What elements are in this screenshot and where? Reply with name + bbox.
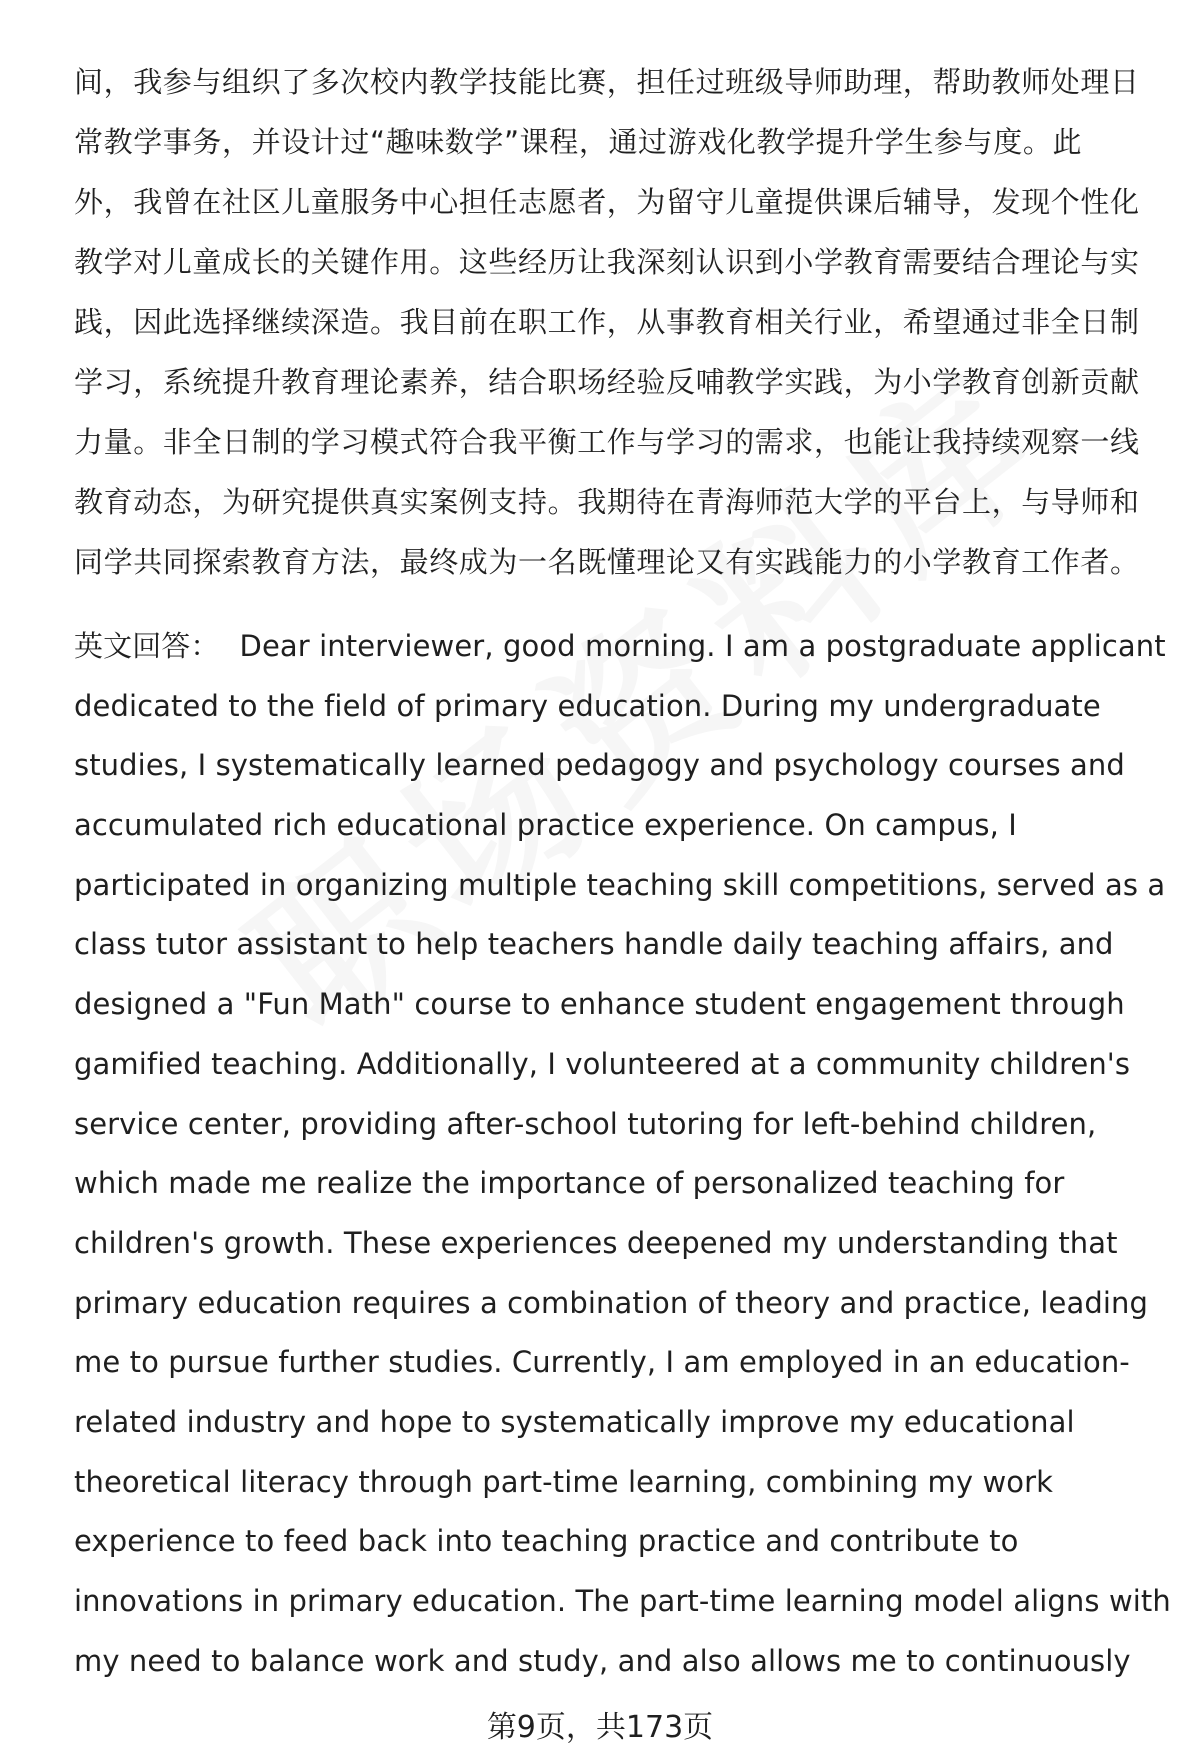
text-line: studies, I systematically learned pedagogy and psychology courses and [74, 748, 1125, 783]
text-line: Dear interviewer, good morning. I am a postgraduate applicant [239, 629, 1166, 663]
text-line: accumulated rich educational practice experience. On campus, I [74, 808, 1017, 843]
text-line: 外，我曾在社区儿童服务中心担任志愿者，为留守儿童提供课后辅导，发现个性化 [74, 185, 1140, 219]
text-line: theoretical literacy through part-time learning, combining my work [74, 1464, 1054, 1499]
text-line: designed a "Fun Math" course to enhance student engagement through [74, 987, 1125, 1022]
text-line: me to pursue further studies. Currently, I am employed in an education- [74, 1345, 1130, 1380]
text-line: 间，我参与组织了多次校内教学技能比赛，担任过班级导师助理，帮助教师处理日 [74, 65, 1140, 99]
page-number: 第9页，共173页 [486, 1710, 714, 1745]
text-line: experience to feed back into teaching practice and contribute to [74, 1524, 1019, 1559]
chinese-paragraph [74, 52, 1154, 592]
text-line: service center, providing after-school tutoring for left-behind children, [74, 1106, 1097, 1141]
text-line: 同学共同探索教育方法，最终成为一名既懂理论又有实践能力的小学教育工作者。 [74, 545, 1140, 579]
text-line: participated in organizing multiple teaching skill competitions, served as a [74, 867, 1166, 902]
text-line: 常教学事务，并设计过“趣味数学”课程，通过游戏化教学提升学生参与度。此 [74, 125, 1083, 159]
text-line: 学习，系统提升教育理论素养，结合职场经验反哺教学实践，为小学教育创新贡献 [74, 365, 1140, 399]
text-line: primary education requires a combination of theory and practice, leading [74, 1285, 1148, 1320]
text-line: 力量。非全日制的学习模式符合我平衡工作与学习的需求，也能让我持续观察一线 [74, 425, 1140, 459]
text-line: gamified teaching. Additionally, I volunteered at a community children's [74, 1046, 1131, 1081]
text-line: dedicated to the field of primary education. During my undergraduate [74, 688, 1101, 723]
english-answer-label: 英文回答： [74, 629, 220, 663]
text-line: 践，因此选择继续深造。我目前在职工作，从事教育相关行业，希望通过非全日制 [74, 305, 1140, 339]
text-line: 教育动态，为研究提供真实案例支持。我期待在青海师范大学的平台上，与导师和 [74, 485, 1140, 519]
text-line: class tutor assistant to help teachers handle daily teaching affairs, and [74, 927, 1114, 962]
text-line: my need to balance work and study, and also allows me to continuously [74, 1643, 1131, 1678]
text-line: which made me realize the importance of personalized teaching for [74, 1166, 1065, 1201]
text-line: innovations in primary education. The part-time learning model aligns with [74, 1584, 1171, 1618]
text-line: children's growth. These experiences deepened my understanding that [74, 1225, 1118, 1260]
english-answer [74, 617, 1171, 1691]
text-line: related industry and hope to systematically improve my educational [74, 1404, 1075, 1439]
english-answer-first-line [74, 617, 1166, 677]
text-line: 教学对儿童成长的关键作用。这些经历让我深刻认识到小学教育需要结合理论与实 [74, 245, 1140, 279]
